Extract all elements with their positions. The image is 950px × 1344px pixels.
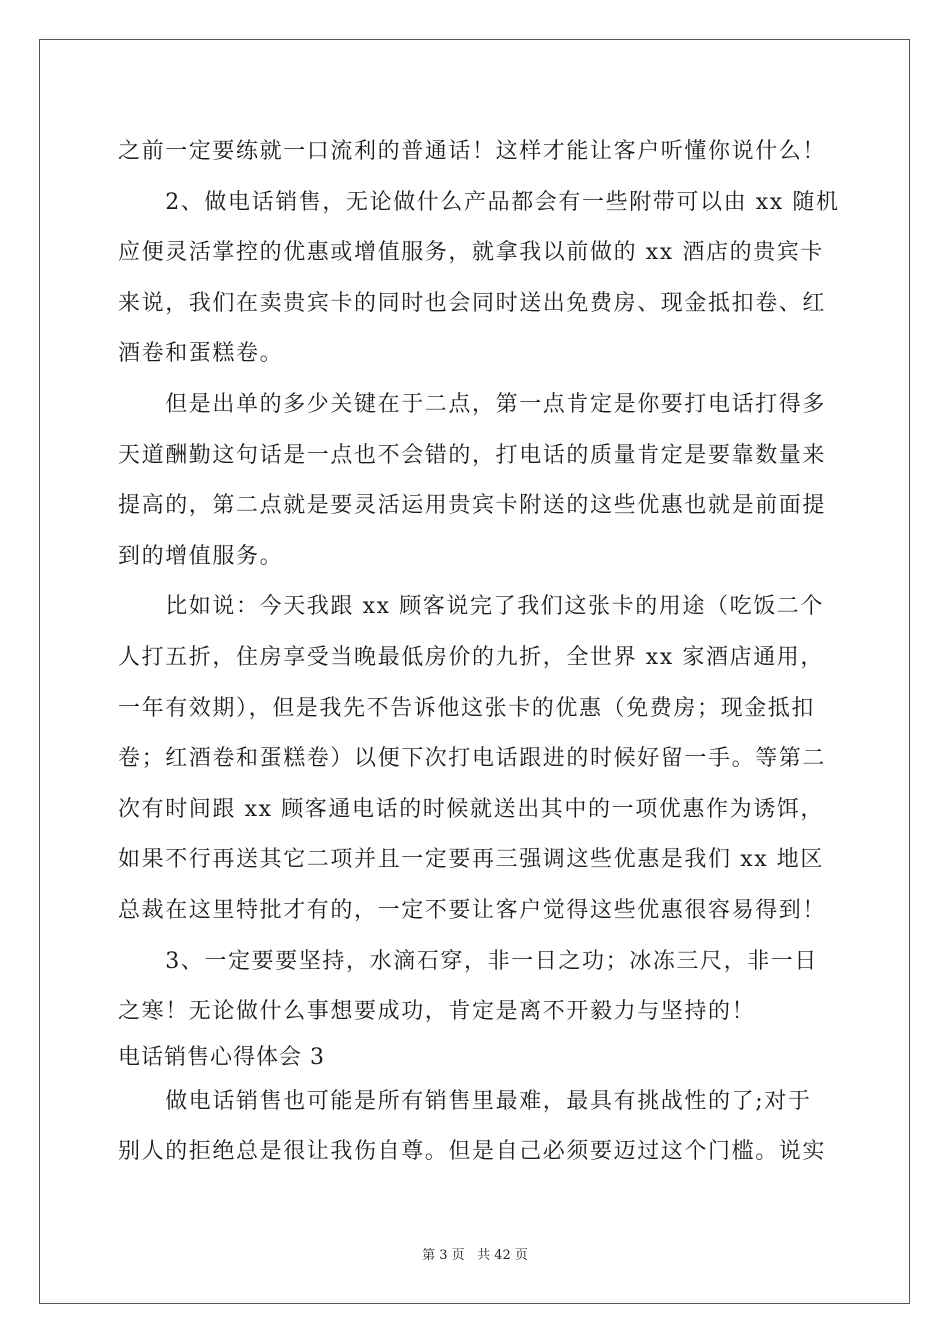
text-line: 但是出单的多少关键在于二点，第一点肯定是你要打电话打得多 xyxy=(118,391,827,417)
text-line: 次有时间跟 xx 顾客通电话的时候就送出其中的一项优惠作为诱饵， xyxy=(118,796,825,822)
document-body xyxy=(118,127,840,1178)
text-line: 比如说：今天我跟 xx 顾客说完了我们这张卡的用途（吃饭二个 xyxy=(118,594,825,620)
page-footer xyxy=(0,1246,950,1266)
section-heading: 电话销售心得体会 3 xyxy=(118,1044,325,1070)
page-total: 共 42 页 xyxy=(477,1248,528,1263)
text-line: 应便灵活掌控的优惠或增值服务，就拿我以前做的 xx 酒店的贵宾卡 xyxy=(118,240,825,266)
text-line: 之寒！无论做什么事想要成功，肯定是离不开毅力与坚持的！ xyxy=(118,999,756,1025)
page-number: 第 3 页 xyxy=(422,1248,465,1263)
text-line: 2、做电话销售，无论做什么产品都会有一些附带可以由 xx 随机 xyxy=(118,189,840,215)
text-line: 酒卷和蛋糕卷。 xyxy=(118,341,284,367)
text-line: 卷；红酒卷和蛋糕卷）以便下次打电话跟进的时候好留一手。等第二 xyxy=(118,746,827,772)
text-line: 如果不行再送其它二项并且一定要再三强调这些优惠是我们 xx 地区 xyxy=(118,847,825,873)
text-line: 来说，我们在卖贵宾卡的同时也会同时送出免费房、现金抵扣卷、红 xyxy=(118,290,827,316)
text-line: 3、一定要要坚持，水滴石穿，非一日之功；冰冻三尺，非一日 xyxy=(118,948,818,974)
text-line: 天道酬勤这句话是一点也不会错的，打电话的质量肯定是要靠数量来 xyxy=(118,442,827,468)
text-line: 提高的，第二点就是要灵活运用贵宾卡附送的这些优惠也就是前面提 xyxy=(118,493,827,519)
text-line: 到的增值服务。 xyxy=(118,543,284,569)
text-line: 之前一定要练就一口流利的普通话！这样才能让客户听懂你说什么！ xyxy=(118,139,827,164)
text-line: 人打五折，住房享受当晚最低房价的九折，全世界 xx 家酒店通用， xyxy=(118,644,825,670)
text-line: 一年有效期），但是我先不告诉他这张卡的优惠（免费房；现金抵扣 xyxy=(118,695,816,721)
text-line: 做电话销售也可能是所有销售里最难，最具有挑战性的了;对于 xyxy=(118,1088,812,1114)
text-line: 别人的拒绝总是很让我伤自尊。但是自己必须要迈过这个门槛。说实 xyxy=(118,1139,827,1165)
text-line: 总裁在这里特批才有的，一定不要让客户觉得这些优惠很容易得到！ xyxy=(118,897,827,923)
